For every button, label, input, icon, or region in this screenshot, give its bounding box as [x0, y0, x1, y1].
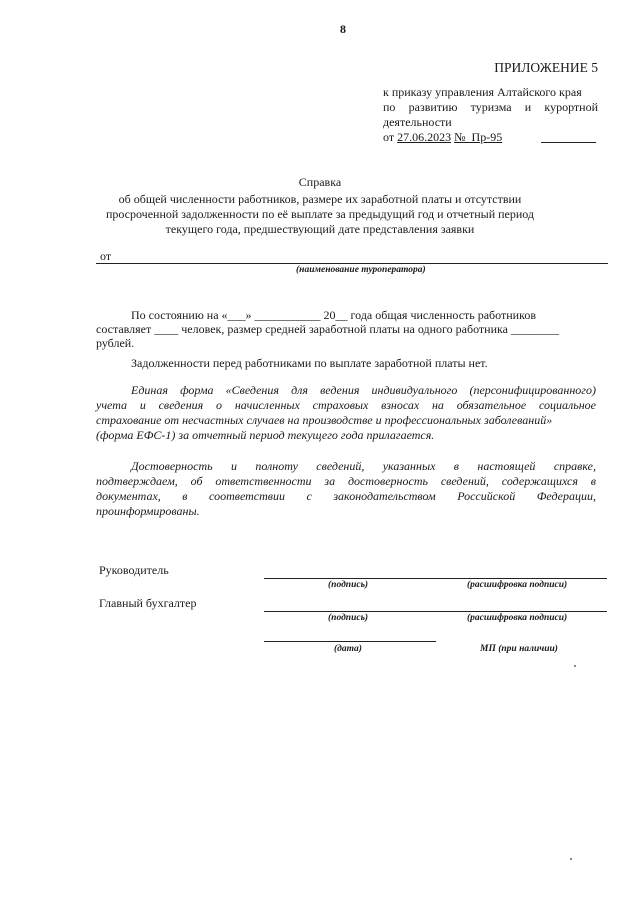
from-underline [96, 263, 608, 264]
paragraph-line: составляет ____ человек, размер средней заработной платы на одного работника ________ [96, 322, 559, 336]
appendix-title: ПРИЛОЖЕНИЕ 5 [494, 60, 598, 75]
paragraph-line: проинформированы. [96, 504, 200, 518]
heading-line: текущего года, предшествующий дате представления заявки [165, 222, 475, 236]
scan-speck [570, 858, 572, 860]
appendix-line: деятельности [383, 115, 452, 129]
order-date: 27.06.2023 [397, 130, 452, 144]
appendix-line: к приказу управления Алтайского края [383, 85, 582, 99]
document-heading [100, 175, 540, 237]
paragraph-line: Единая форма «Сведения для ведения индивидуального (персонифицированного) [131, 383, 596, 397]
date-caption: (дата) [334, 644, 362, 654]
head-signature-caption: (подпись) [328, 580, 369, 590]
paragraph-line: страхование от несчастных случаев на производстве и профессиональных заболеваний» [96, 413, 553, 427]
paragraph-line: (форма ЕФС-1) за отчетный период текущего года прилагается. [96, 428, 435, 442]
paragraph-line: подтверждаем, об ответственности за достоверность сведений, содержащихся в [96, 474, 596, 488]
scan-speck [574, 665, 576, 667]
order-date-prefix: от [383, 130, 395, 144]
order-underline [541, 142, 596, 143]
appendix-line: по развитию туризма и курортной [383, 100, 598, 114]
date-line [264, 641, 436, 642]
accountant-signature-line [264, 611, 607, 612]
from-label: от [100, 249, 112, 263]
stamp-caption: МП (при наличии) [480, 644, 558, 654]
document-title: Справка [298, 175, 342, 189]
paragraph-line: учета и сведения о начисленных страховых взносах на обязательное социальное [96, 398, 596, 412]
order-number: № Пр-95 [454, 130, 503, 144]
paragraph-line: рублей. [96, 336, 135, 350]
accountant-signature-caption: (подпись) [328, 613, 369, 623]
paragraph-line: документах, в соответствии с законодательством Российской Федерации, [96, 489, 596, 503]
page-number: 8 [340, 22, 346, 36]
head-label: Руководитель [99, 563, 169, 577]
appendix-order-line [383, 130, 598, 145]
head-decoding-caption: (расшифровка подписи) [467, 580, 568, 590]
accountant-label: Главный бухгалтер [99, 596, 197, 610]
appendix-block [383, 60, 598, 145]
paragraph-line: Достоверность и полноту сведений, указанных в настоящей справке, [131, 459, 596, 473]
paragraph-line: Задолженности перед работниками по выплате заработной платы нет. [131, 356, 488, 370]
accountant-decoding-caption: (расшифровка подписи) [467, 613, 568, 623]
head-signature-line [264, 578, 607, 579]
heading-line: просроченной задолженности по её выплате за предыдущий год и отчетный период [105, 207, 535, 221]
from-caption: (наименование туроператора) [296, 265, 426, 275]
heading-line: об общей численности работников, размере их заработной платы и отсутствии [118, 192, 522, 206]
paragraph-line: По состоянию на «___» ___________ 20__ года общая численность работников [131, 308, 536, 322]
